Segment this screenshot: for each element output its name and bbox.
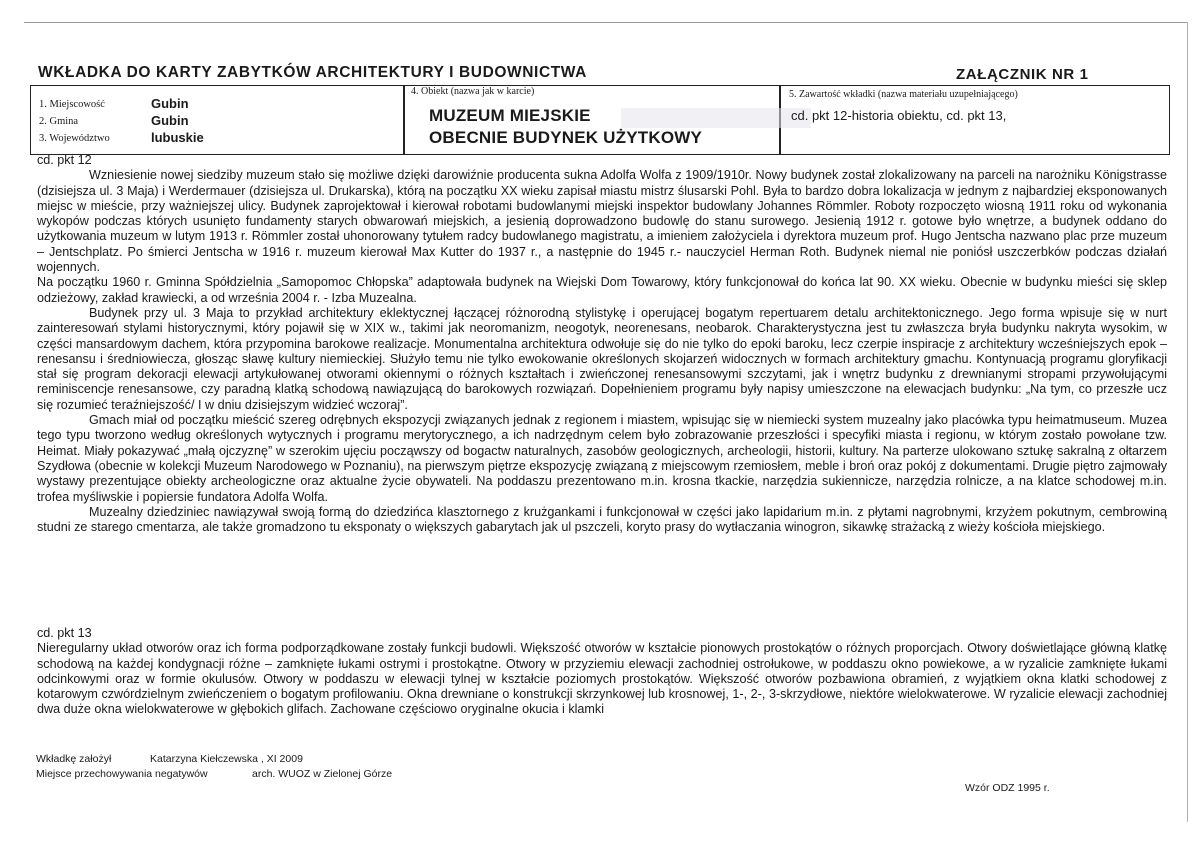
author-line (36, 752, 392, 767)
object-name-line2: OBECNIE BUDYNEK UŻYTKOWY (429, 128, 703, 147)
location-label: 2. Gmina (39, 116, 79, 127)
scan-artifact (621, 108, 811, 128)
storage-label: Miejsce przechowywania negatywów (36, 768, 208, 780)
section-12 (37, 153, 1167, 535)
paragraph: Muzealny dziedziniec nawiązywał swoją formą do dziedzińca klasztornego z krużgankami i funkcjonował w części jako lapidarium m.in. z płytami nagrobnymi, krzyżem pokutnym, cembrowiną studni ze starego cmentarza, ale także gromadzono tu eksponaty o większych gabarytach jak ul pszczeli, koryto prasy do wytłaczania winogron, sikawkę strażacką z wieży kościoła miejskiego. (37, 504, 1167, 535)
location-value: Gubin (151, 113, 189, 128)
box-divider (403, 86, 405, 154)
footer-info (36, 752, 392, 782)
paragraph: Gmach miał od początku mieścić szereg odrębnych ekspozycji związanych jednak z regionem i miastem, wpisując się w niemiecki system muzealny jako placówka typu heimatmuseum. Muzea tego typu tworzono według określonych wytycznych i programu merytorycznego, a ich nadrzędnym celem było zobrazowanie przeszłości i specyfiki miasta i regionu, w którym zostało powołane tzw. Heimat. Miały pokazywać „małą ojczyznę” w szerokim ujęciu począwszy od bogactw naturalnych, zasobów geologicznych, archeologii, historii, kultury. Na parterze ulokowano sztukę sakralną z ołtarzem Szydłowa (obecnie w kolekcji Muzeum Narodowego w Poznaniu), na pierwszym piętrze ekspozycję związaną z miejscowym rzemiosłem, meble i broń oraz pokój z dokumentami. Drugie piętro zajmowały wystawy prezentujące obiekty archeologiczne oraz aktualne życie obywateli. Na poddaszu prezentowano m.in. krosna tkackie, narzędzia sukiennicze, narzędzia rolnicze, a na klatce schodowej m.in. trofea myśliwskie i popiersie fundatora Adolfa Wolfa. (37, 413, 1167, 504)
location-value: Gubin (151, 96, 189, 111)
annex-number: ZAŁĄCZNIK NR 1 (956, 66, 1089, 83)
form-template-id: Wzór ODZ 1995 r. (965, 782, 1050, 794)
identification-box (30, 85, 1170, 155)
paragraph: Budynek przy ul. 3 Maja to przykład architektury eklektycznej łączącej różnorodną stylistykę i operującej bogatym repertuarem detalu architektonicznego. Jego forma wpisuje się w nurt zainteresowań stylami historycznymi, który pojawił się w XIX w., takimi jak neoromanizm, neogotyk, neorenesans, neobarok. Charakterystyczna jest tu zwłaszcza bryła budynku nakryta wysokim, w części mansardowym dachem, która przypomina barokowe realizacje. Monumentalna architektura odwołuje się do nie tylko do epoki baroku, lecz czerpie inspiracje z architektury wcześniejszych epok – renesansu i średniowiecza, głosząc sławę kultury niemieckiej. Służyło temu nie tylko ewokowanie określonych skojarzeń widocznych w formach architektury gmachu. Kontynuacją programu gloryfikacji stał się program dekoracji elewacji artykułowanej otworami okiennymi o różnych kształtach i zwieńczonej renesansowymi szczytami, jak i wnętrz budynku z drewnianymi stropami przywołującymi reminiscencje renesansowe, czy paradną klatką schodową nawiązującą do barokowych rozwiązań. Dopełnieniem programu były napisy umieszczone na elewacjach budynku: „Na tym, co przeszłe ucz się rozumieć teraźniejszość/ I w dniu dzisiejszym widzieć wczoraj”. (37, 305, 1167, 412)
paragraph: Wzniesienie nowej siedziby muzeum stało się możliwe dzięki darowiźnie producenta sukna Adolfa Wolfa z 1909/1910r. Nowy budynek został zlokalizowany na parceli na narożniku Königstrasse (dzisiejsza ul. 3 Maja) i Werdermauer (dzisiejsza ul. Drukarska), którą na początku XX wieku zapisał miastu mistrz ślusarski Pohl. Była to bardzo dobra lokalizacja w jednym z najbardziej eksponowanych miejsc w mieście, przy ważniejszej ulicy. Budynek zaprojektował i kierował robotami budowlanymi miejski inspektor budowlany Johannes Römmler. Roboty rozpoczęto wiosną 1911 roku od wykonania wykopów podczas których usunięto fundamenty starych obwarowań miejskich, a jesienią doprowadzono budowlę do stanu surowego. Jesienią 1912 r. gotowe było wnętrze, a budynek oddano do użytkowania muzeum w lutym 1913 r. Römmler został uhonorowany tytułem radcy budowlanego magistratu, a imieniem założyciela i dyrektora muzeum prof. Hugo Jentscha nazwano plac prze muzeum – Jentschplatz. Po śmierci Jentscha w 1916 r. muzeum kierował Max Kutter do 1937 r., a następnie do 1945 r.- nauczyciel Herman Roth. Budynek niemal nie poniósł uszczerbków podczas działań wojennych. (37, 168, 1167, 275)
contents-value: cd. pkt 12-historia obiektu, cd. pkt 13, (791, 108, 1007, 123)
author-value: Katarzyna Kiełczewska , XI 2009 (150, 753, 303, 765)
storage-line (36, 767, 392, 782)
location-label: 1. Miejscowość (39, 99, 105, 110)
section-13 (37, 626, 1167, 718)
object-name-line1: MUZEUM MIEJSKIE (429, 106, 591, 125)
location-value: lubuskie (151, 130, 204, 145)
storage-value: arch. WUOZ w Zielonej Górze (252, 768, 393, 780)
page-border-right (1187, 22, 1188, 822)
section-label: cd. pkt 12 (37, 153, 92, 167)
form-title: WKŁADKA DO KARTY ZABYTKÓW ARCHITEKTURY I BUDOWNICTWA (38, 64, 587, 81)
page-border-top (24, 22, 1187, 23)
location-label: 3. Województwo (39, 133, 110, 144)
author-label: Wkładkę założył (36, 753, 112, 765)
paragraph: Na początku 1960 r. Gminna Spółdzielnia „Samopomoc Chłopska” adaptowała budynek na Wiejski Dom Towarowy, który funkcjonował do końca lat 90. XX wieku. Obecnie w budynku mieści się sklep odzieżowy, zakład krawiecki, a od września 2004 r. - Izba Muzealna. (37, 275, 1167, 305)
object-caption: 4. Obiekt (nazwa jak w karcie) (411, 86, 535, 97)
paragraph: Nieregularny układ otworów oraz ich forma podporządkowane zostały funkcji budowli. Większość otworów w kształcie pionowych prostokątów o różnych proporcjach. Otwory doświetlające główną klatkę schodową na każdej kondygnacji różne – zamknięte łukami ostrymi i prostokątne. Otwory w przyziemiu elewacji zachodniej ostrołukowe, w poddaszu okno powiekowe, a w ryzalicie zamknięte łukami odcinkowymi oraz w formie okulusów. Otwory w poddaszu w elewacji tylnej w kształcie poziomych prostokątów. Większość otworów pozbawiona obramień, z wyjątkiem okna klatki schodowej z kotarowym czwórdzielnym zwieńczeniem o bogatym profilowaniu. Okna drewniane o konstrukcji skrzynkowej lub krosnowej, 1-, 2-, 3-skrzydłowe, niektóre wielokwaterowe. W ryzalicie elewacji zachodniej dwa duże okna wielokwaterowe w głębokich glifach. Zachowane częściowo oryginalne okucia i klamki (37, 641, 1167, 717)
contents-caption: 5. Zawartość wkładki (nazwa materiału uzupełniającego) (789, 89, 1018, 100)
section-label: cd. pkt 13 (37, 626, 92, 640)
